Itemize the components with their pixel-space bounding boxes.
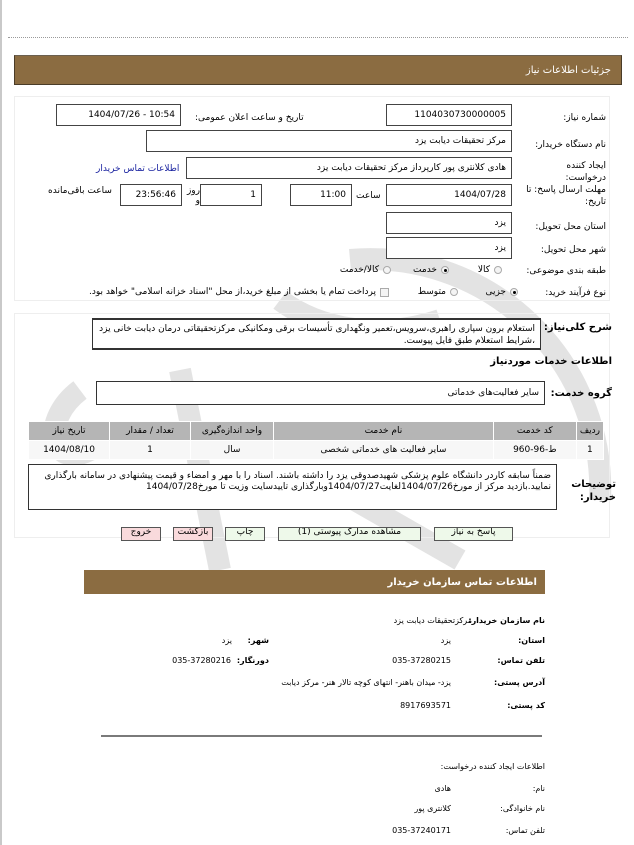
radio-goods-icon[interactable] [494,266,502,274]
creator-family-value: کلانتری پور [414,804,451,813]
creator-phone-label: تلفن تماس: [505,826,545,835]
buyer-org-field: مرکز تحقیقات دیابت یزد [146,130,512,152]
contact-org-value: مرکزتحقیقات دیابت یزد [393,616,472,625]
contact-fax-value: 035-37280216 [172,656,231,665]
creator-name-value: هادی [434,784,451,793]
contact-phone-value: 035-37280215 [392,656,451,665]
service-group-label: گروه خدمت: [550,388,612,399]
contact-phone-label: تلفن تماس: [497,656,545,665]
view-attachments-button[interactable]: مشاهده مدارک پیوستی (1) [278,527,421,541]
top-divider [8,37,628,38]
option-label: کالا [477,265,490,275]
exit-button[interactable]: خروج [121,527,161,541]
cell-name: سایر فعالیت های خدماتی شخصی [274,441,494,460]
table-row [29,441,604,460]
radio-goods-service-icon[interactable] [383,266,391,274]
buyer-notes-field: ضمناً سابقه کاردر دانشگاه علوم پزشکی شهیدصدوقی یزد را داشته باشند. اسناد را با مهر و امضاء و قیمت پیشنهادی در سامانه بارگذاری نمایید.بازدید مرکز از مورخ1404/07/26لغایت1404/07/27وبارگذاری تاییدسایت وزیت تا مورخ1404/07/28 [28,464,557,510]
remaining-time-field: 23:56:46 [120,184,182,206]
services-table [28,421,604,460]
services-section-title: اطلاعات خدمات موردنیاز [490,356,612,367]
category-option-goods[interactable] [478,265,502,275]
cell-unit: سال [191,441,274,460]
need-number-field: 1104030730000005 [386,104,512,126]
buyer-notes-label: توضیحات خریدار: [571,479,616,503]
announce-label: تاریخ و ساعت اعلان عمومی: [195,113,304,123]
buyer-contact-link[interactable]: اطلاعات تماس خریدار [96,164,180,174]
province-label: استان محل تحویل: [535,222,606,232]
checkbox-icon[interactable] [380,288,389,297]
contact-postal-value: 8917693571 [400,701,451,710]
buyer-contact-title: اطلاعات تماس سازمان خریدار [387,576,537,588]
treasury-checkbox[interactable] [89,287,389,297]
process-type-label: نوع فرآیند خرید: [545,288,606,298]
col-code: کد خدمت [493,422,576,441]
deadline-time-label: ساعت [356,191,381,201]
contact-province-label: استان: [518,636,545,645]
table-header-row [29,422,604,441]
deadline-time-field: 11:00 [290,184,352,206]
option-label: متوسط [417,287,446,297]
col-qty: تعداد / مقدار [110,422,191,441]
radio-small-icon[interactable] [510,288,518,296]
contact-province-value: یزد [440,636,451,645]
creator-family-label: نام خانوادگی: [500,804,545,813]
creator-label: ایجاد کننده درخواست: [565,161,606,183]
description-label: شرح کلی‌نیاز: [543,322,612,333]
day-label: روز و [186,186,200,206]
contact-org-label: نام سازمان خریدار: [468,616,545,625]
deadline-label: مهلت ارسال پاسخ: تا تاریخ: [526,185,606,207]
cell-row: 1 [576,441,603,460]
need-number-label: شماره نیاز: [563,113,606,123]
contact-city-value: یزد [221,636,232,645]
process-option-medium[interactable] [418,287,458,297]
service-group-field: سایر فعالیت‌های خدماتی [96,381,545,405]
days-remaining-field: 1 [200,184,262,206]
creator-info-title: اطلاعات ایجاد کننده درخواست: [440,762,545,771]
cell-qty: 1 [110,441,191,460]
province-field: یزد [386,212,512,234]
cell-date: 1404/08/10 [29,441,110,460]
checkbox-label: پرداخت تمام یا بخشی از مبلغ خرید،از محل "اسناد خزانه اسلامی" خواهد بود. [88,287,376,297]
deadline-date-field: 1404/07/28 [386,184,512,206]
radio-medium-icon[interactable] [450,288,458,296]
creator-name-label: نام: [532,784,545,793]
option-label: کالا/خدمت [339,265,379,275]
contact-city-label: شهر: [247,636,269,645]
contact-divider [101,735,542,737]
contact-address-value: یزد- میدان باهنر- انتهای کوچه تالار هنر- مرکز دیابت [281,678,451,687]
back-button[interactable]: بازگشت [173,527,213,541]
col-name: نام خدمت [274,422,494,441]
category-option-service[interactable] [413,265,449,275]
announce-datetime-field: 1404/07/26 - 10:54 [56,104,181,126]
respond-button[interactable]: پاسخ به نیاز [434,527,513,541]
page-left-border [0,0,2,845]
option-label: جزیی [485,287,506,297]
city-label: شهر محل تحویل: [540,245,606,255]
contact-address-label: آدرس پستی: [494,678,545,687]
col-row: ردیف [576,422,603,441]
description-field: استعلام برون سپاری راهبری،سرویس،تعمیر ونگهداری تأسیسات برقی ومکانیکی مرکزتحقیقاتی درمان دیابت خانی یزد ،شرایط استعلام طبق فایل پیوست. [92,318,541,350]
remaining-time-label: ساعت باقی‌مانده [48,186,112,196]
creator-phone-value: 035-37240171 [392,826,451,835]
city-field: یزد [386,237,512,259]
process-option-small[interactable] [485,287,518,297]
option-label: خدمت [413,265,437,275]
col-date: تاریخ نیاز [29,422,110,441]
need-details-title: جزئیات اطلاعات نیاز [525,64,611,76]
col-unit: واحد اندازه‌گیری [191,422,274,441]
radio-service-icon[interactable] [441,266,449,274]
category-label: طبقه بندی موضوعی: [526,266,606,276]
creator-field: هادی کلانتری پور کارپرداز مرکز تحقیقات دیابت یزد [186,157,512,179]
category-option-goods-service[interactable] [340,265,391,275]
contact-fax-label: دورنگار: [236,656,269,665]
print-button[interactable]: چاپ [225,527,265,541]
buyer-contact-header [84,570,545,594]
buyer-org-label: نام دستگاه خریدار: [535,140,606,150]
contact-postal-label: کد پستی: [507,701,545,710]
cell-code: ط-96-960 [493,441,576,460]
need-details-header [14,55,622,85]
